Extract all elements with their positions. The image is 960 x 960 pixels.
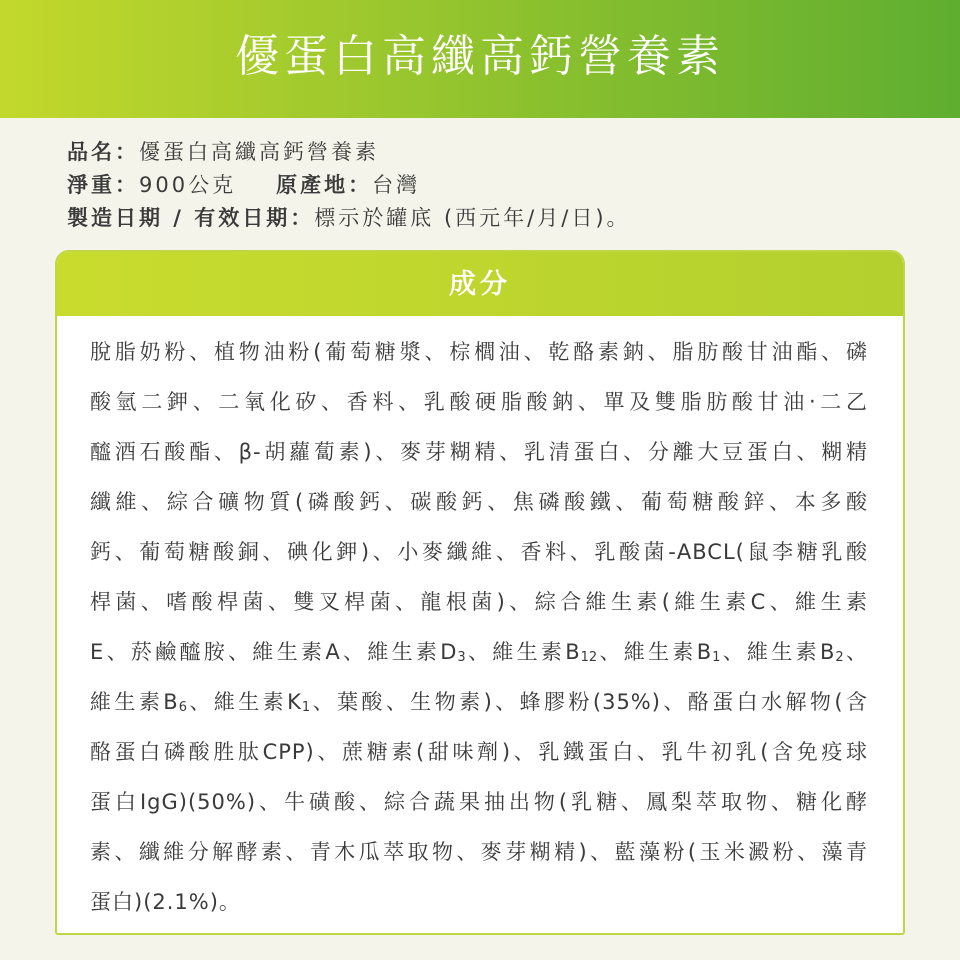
ingredient-line: 脫脂奶粉、植物油粉(葡萄糖漿、棕櫚油、乾酪素鈉、脂肪酸甘油酯、磷 <box>90 340 868 364</box>
origin-value: 台灣 <box>372 173 421 197</box>
ingredients-title: 成分 <box>449 268 511 300</box>
ingredient-line: 素、纖維分解酵素、青木瓜萃取物、麥芽糊精)、藍藻粉(玉米澱粉、藻青 <box>90 840 868 864</box>
ingredients-header <box>57 252 903 316</box>
date-row <box>67 202 631 235</box>
ingredient-line: 醯酒石酸酯、β-胡蘿蔔素)、麥芽糊精、乳清蛋白、分離大豆蛋白、糊精 <box>90 440 868 464</box>
ingredients-panel <box>55 250 905 935</box>
subscript: 2 <box>835 650 844 665</box>
ingredient-line: 蛋白IgG)(50%)、牛磺酸、綜合蔬果抽出物(乳糖、鳳梨萃取物、糖化酵 <box>90 790 868 814</box>
subscript: 3 <box>457 650 466 665</box>
net-weight-label: 淨重： <box>67 173 139 197</box>
product-name-value: 優蛋白高纖高鈣營養素 <box>139 140 379 164</box>
subscript: 1 <box>712 650 721 665</box>
origin-label: 原產地： <box>276 173 373 197</box>
ingredient-line: 桿菌、嗜酸桿菌、雙叉桿菌、龍根菌)、綜合維生素(維生素C、維生素 <box>90 590 868 614</box>
ingredient-line: 纖維、綜合礦物質(磷酸鈣、碳酸鈣、焦磷酸鐵、葡萄糖酸鋅、本多酸 <box>90 490 868 514</box>
product-info <box>67 136 631 235</box>
subscript: 12 <box>580 650 598 665</box>
subscript: 1 <box>301 700 311 715</box>
weight-origin-row <box>67 169 631 202</box>
date-value: 標示於罐底 (西元年/月/日)。 <box>314 206 631 230</box>
net-weight-value: 900公克 <box>139 173 237 197</box>
subscript: 6 <box>178 700 187 715</box>
ingredient-line: 蛋白)(2.1%)。 <box>90 890 241 914</box>
date-label: 製造日期 / 有效日期： <box>67 206 315 230</box>
product-name-label: 品名： <box>67 140 139 164</box>
ingredient-line: 酸氫二鉀、二氧化矽、香料、乳酸硬脂酸鈉、單及雙脂肪酸甘油‧二乙 <box>90 390 868 414</box>
ingredient-line: E、菸鹼醯胺、維生素A、維生素$D_3$、維生素$B_{12}$、維生素$B_1$、維生素$B_2$、 <box>90 640 868 665</box>
title-banner <box>0 0 960 118</box>
ingredient-line: 維生素$B_6$、維生素$K_1$、葉酸、生物素)、蜂膠粉(35%)、酪蛋白水解物(含 <box>90 690 868 715</box>
ingredients-body <box>57 316 903 933</box>
product-name-row <box>67 136 631 169</box>
ingredient-line: 鈣、葡萄糖酸銅、碘化鉀)、小麥纖維、香料、乳酸菌-ABCL(鼠李糖乳酸 <box>90 540 868 564</box>
ingredient-line: 酪蛋白磷酸胜肽CPP)、蔗糖素(甜味劑)、乳鐵蛋白、乳牛初乳(含免疫球 <box>90 740 868 764</box>
product-title: 優蛋白高纖高鈣營養素 <box>235 31 725 82</box>
